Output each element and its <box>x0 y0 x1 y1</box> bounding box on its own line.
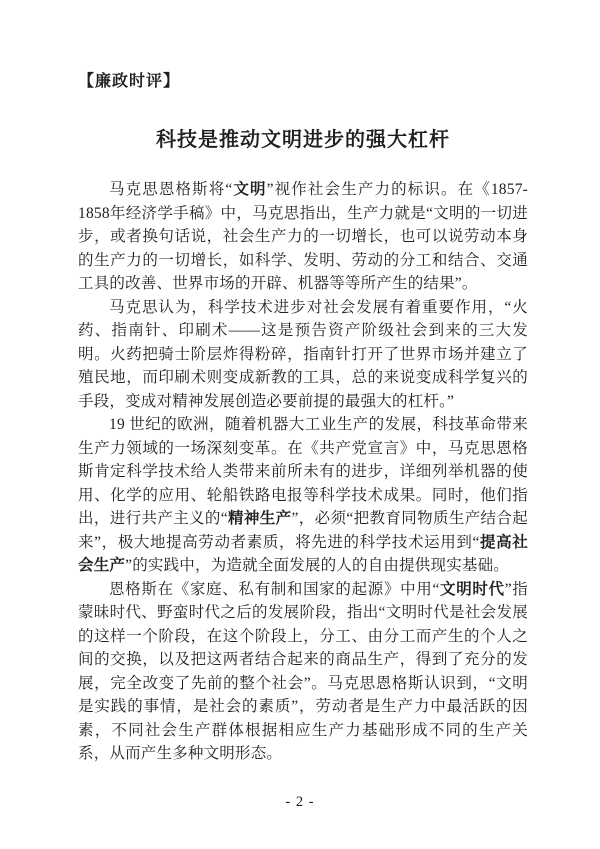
page-title: 科技是推动文明进步的强大杠杆 <box>156 129 450 151</box>
page-number: - 2 - <box>285 794 315 810</box>
text-run: 恩格斯在《家庭、私有制和国家的起源》中用“ <box>109 580 440 598</box>
key-term: 精神生产 <box>227 510 292 527</box>
text-run: ”的实践中，为造就全面发展的人的自由提供现实基础。 <box>125 557 509 574</box>
key-term: 文明 <box>232 181 267 198</box>
key-term: 提高社会生产 <box>78 533 528 574</box>
key-term: 文明时代 <box>439 580 505 598</box>
column-header: 【廉政时评】 <box>78 73 181 90</box>
body-paragraph <box>78 578 528 766</box>
text-run: ”指蒙昧时代、野蛮时代之后的发展阶段，指出“文明时代是社会发展的这样一个阶段，在这个阶段上，分工、由分工而产生的个人之间的交换，以及把这两者结合起来的商品生产，得到了充分的发展，完全改变了先前的整个社会”。马克思恩格斯认识到，“文明是实践的事情，是社会的素质”，劳动者是生产力中最活跃的因素，不同社会生产群体根据相应生产力基础形成不同的生产关系，从而产生多种文明形态。 <box>78 580 528 762</box>
text-run: 19 世纪的欧洲，随着机器大工业生产的发展，科技革命带来生产力领域的一场深刻变革。在《共产党宣言》中，马克思恩格斯肯定科学技术给人类带来前所未有的进步，详细列举机器的使用、化学的应用、轮船铁路电报等科学技术成果。同时，他们指出，进行共产主义的“ <box>78 416 528 527</box>
body-paragraph <box>78 413 528 578</box>
text-run: 马克思恩格斯将“ <box>109 181 233 198</box>
text-run: ”，必须“把教育同物质生产结合起来”，极大地提高劳动者素质，将先进的科学技术运用到“ <box>78 510 528 551</box>
text-run: ”视作社会生产力的标识。在《1857-1858年经济学手稿》中，马克思指出，生产力就是“文明的一切进步，或者换句话说，社会生产力的一切增长，也可以说劳动本身的生产力的一切增长，如科学、发明、劳动的分工和结合、交通工具的改善、世界市场的开辟、机器等等所产生的结果”。 <box>78 181 529 292</box>
body-paragraphs <box>78 178 528 766</box>
text-run: 马克思认为，科学技术进步对社会发展有着重要作用，“火药、指南针、印刷术——这是预告资产阶级社会到来的三大发明。火药把骑士阶层炸得粉碎，指南针打开了世界市场并建立了殖民地，而印刷术则变成新教的工具，总的来说变成科学复兴的手段，变成对精神发展创造必要前提的最强大的杠杆。” <box>78 298 528 410</box>
body-paragraph <box>78 178 528 296</box>
body-paragraph <box>78 296 528 414</box>
